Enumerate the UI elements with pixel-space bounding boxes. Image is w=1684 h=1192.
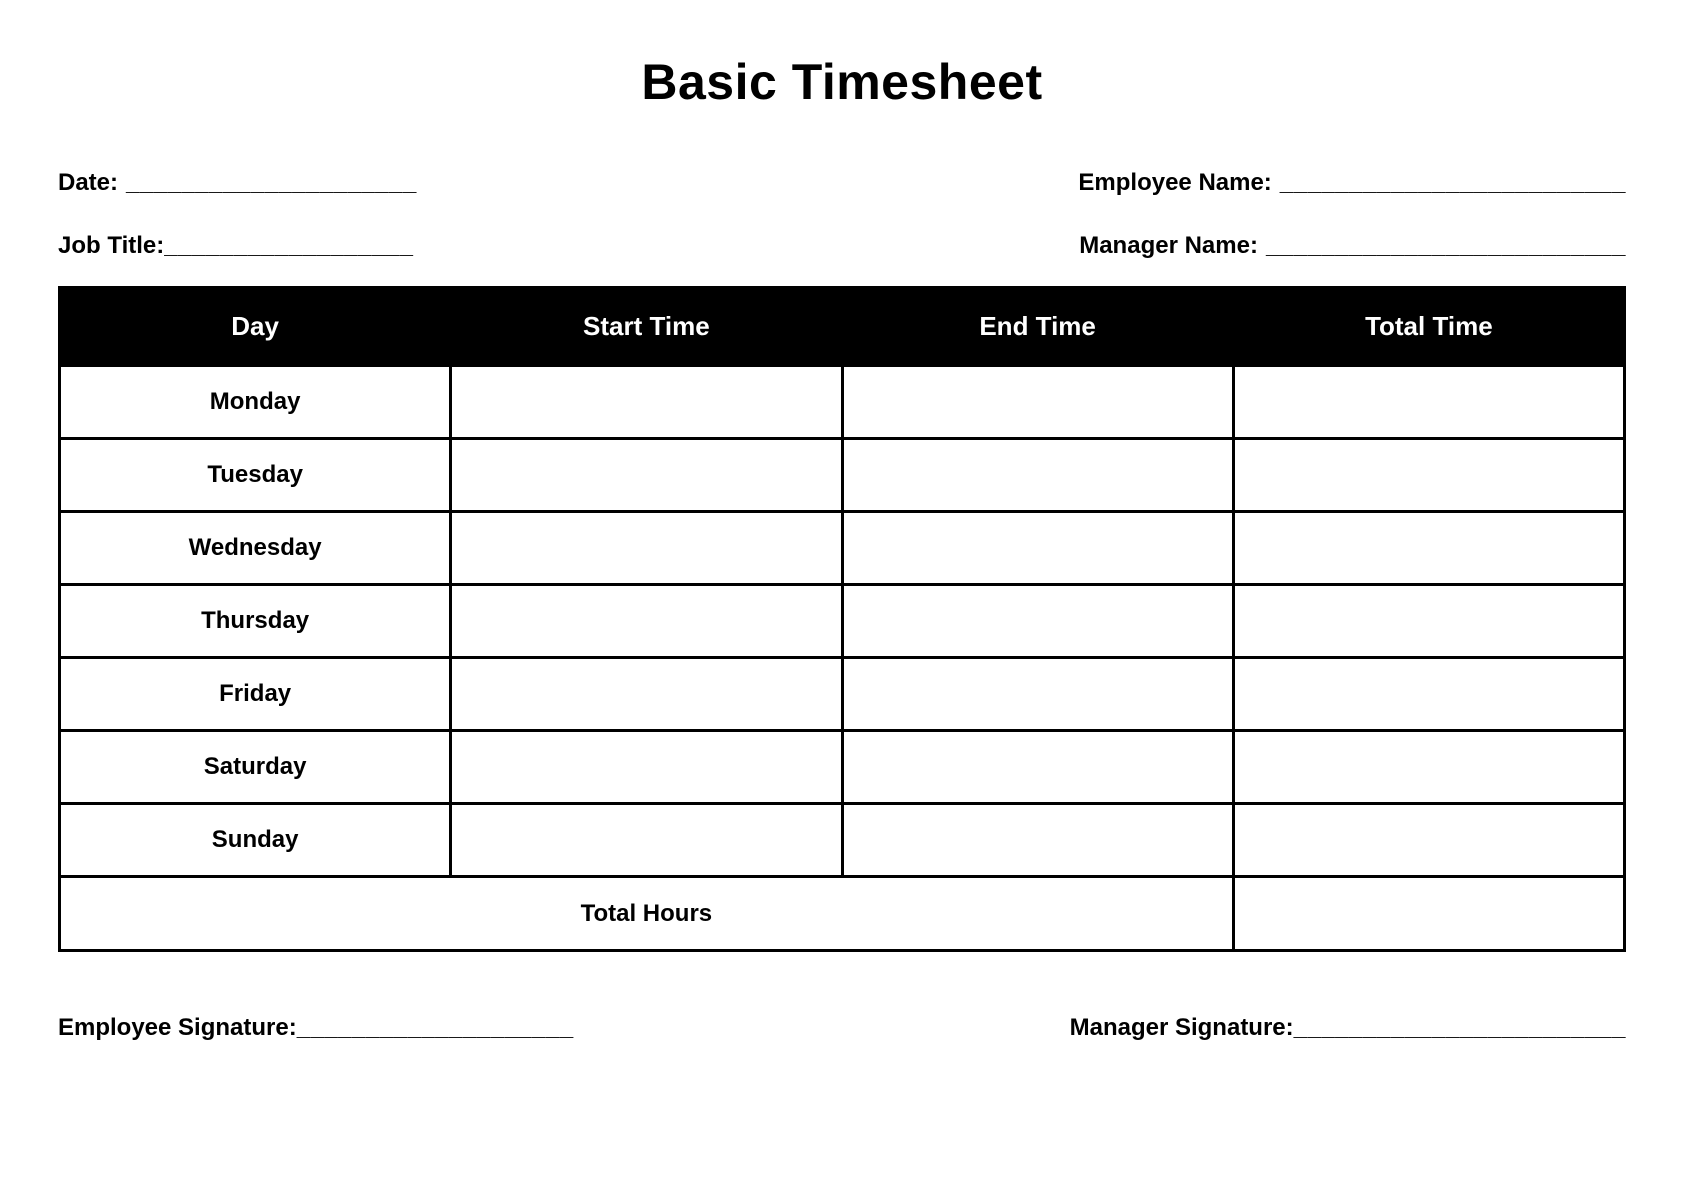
total-time-cell-monday[interactable]	[1233, 366, 1624, 439]
table-row-tuesday	[60, 439, 1625, 512]
total-time-cell-sunday[interactable]	[1233, 804, 1624, 877]
manager-signature-label: Manager Signature:	[1069, 1014, 1294, 1042]
table-row-saturday	[60, 731, 1625, 804]
manager-name-blank-line[interactable]: __________________________	[1265, 232, 1626, 260]
employee-name-blank-line[interactable]: _________________________	[1279, 168, 1626, 196]
employee-name-label: Employee Name:	[1078, 168, 1272, 196]
start-time-cell-friday[interactable]	[451, 658, 842, 731]
total-time-cell-tuesday[interactable]	[1233, 439, 1624, 512]
header-day: Day	[60, 288, 451, 366]
day-cell-thursday: Thursday	[60, 585, 451, 658]
start-time-cell-sunday[interactable]	[451, 804, 842, 877]
header-end-time: End Time	[842, 288, 1233, 366]
signature-row	[58, 1014, 1626, 1043]
start-time-cell-wednesday[interactable]	[451, 512, 842, 585]
total-time-cell-wednesday[interactable]	[1233, 512, 1624, 585]
table-row-friday	[60, 658, 1625, 731]
start-time-cell-tuesday[interactable]	[451, 439, 842, 512]
employee-signature-label: Employee Signature:	[58, 1014, 297, 1042]
employee-signature-blank-line[interactable]: ____________________	[296, 1014, 574, 1042]
day-cell-wednesday: Wednesday	[60, 512, 451, 585]
total-time-cell-thursday[interactable]	[1233, 585, 1624, 658]
table-row-thursday	[60, 585, 1625, 658]
end-time-cell-tuesday[interactable]	[842, 439, 1233, 512]
table-header-row	[60, 288, 1625, 366]
start-time-cell-monday[interactable]	[451, 366, 842, 439]
day-cell-friday: Friday	[60, 658, 451, 731]
end-time-cell-friday[interactable]	[842, 658, 1233, 731]
end-time-cell-wednesday[interactable]	[842, 512, 1233, 585]
meta-row-1	[58, 169, 1626, 198]
table-row-monday	[60, 366, 1625, 439]
manager-signature-field	[1070, 1014, 1626, 1043]
table-row-wednesday	[60, 512, 1625, 585]
date-blank-line[interactable]: _____________________	[126, 168, 417, 196]
date-label: Date:	[58, 168, 119, 196]
date-field	[58, 169, 417, 198]
total-hours-label-cell: Total Hours	[60, 877, 1234, 951]
job-title-blank-line[interactable]: __________________	[164, 232, 414, 260]
job-title-label: Job Title:	[58, 232, 165, 260]
start-time-cell-thursday[interactable]	[451, 585, 842, 658]
end-time-cell-saturday[interactable]	[842, 731, 1233, 804]
day-cell-sunday: Sunday	[60, 804, 451, 877]
total-time-cell-saturday[interactable]	[1233, 731, 1624, 804]
header-start-time: Start Time	[451, 288, 842, 366]
end-time-cell-sunday[interactable]	[842, 804, 1233, 877]
day-cell-monday: Monday	[60, 366, 451, 439]
job-title-field	[58, 232, 414, 261]
timesheet-table	[58, 286, 1626, 952]
meta-row-2	[58, 232, 1626, 261]
day-cell-tuesday: Tuesday	[60, 439, 451, 512]
manager-name-field	[1079, 232, 1626, 261]
page-title: Basic Timesheet	[641, 54, 1043, 110]
manager-name-label: Manager Name:	[1079, 232, 1258, 260]
start-time-cell-saturday[interactable]	[451, 731, 842, 804]
table-row-total-hours	[60, 877, 1625, 951]
header-total-time: Total Time	[1233, 288, 1624, 366]
table-row-sunday	[60, 804, 1625, 877]
total-time-cell-friday[interactable]	[1233, 658, 1624, 731]
employee-signature-field	[58, 1014, 574, 1043]
end-time-cell-thursday[interactable]	[842, 585, 1233, 658]
day-cell-saturday: Saturday	[60, 731, 451, 804]
total-hours-value-cell[interactable]	[1233, 877, 1624, 951]
employee-name-field	[1078, 169, 1626, 198]
end-time-cell-monday[interactable]	[842, 366, 1233, 439]
manager-signature-blank-line[interactable]: ________________________	[1293, 1014, 1626, 1042]
